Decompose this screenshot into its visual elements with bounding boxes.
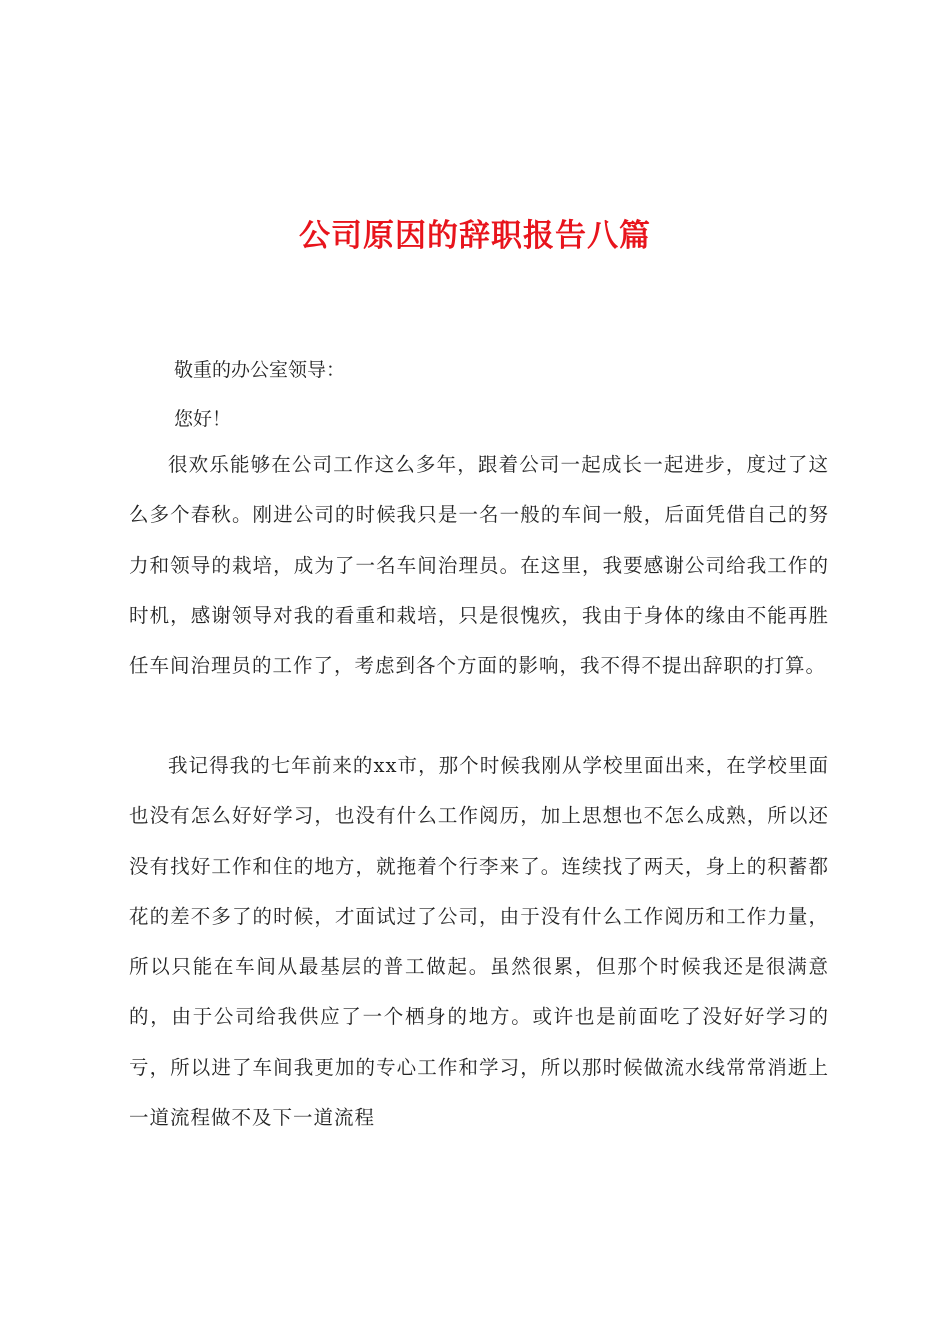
greeting-line: 您好！ — [174, 408, 232, 430]
document-title: 公司原因的辞职报告八篇 — [299, 218, 651, 254]
body-paragraph-1: 很欢乐能够在公司工作这么多年，跟着公司一起成长一起进步，度过了这么多个春秋。刚进公司的时候我只是一名一般的车间一般，后面凭借自己的努力和领导的栽培，成为了一名车间治理员。在这里，我要感谢公司给我工作的时机，感谢领导对我的看重和栽培，只是很愧疚，我由于身体的缘由不能再胜任车间治理员的工作了，考虑到各个方面的影响，我不得不提出辞职的打算。 — [129, 453, 829, 678]
salutation-line: 敬重的办公室领导： — [174, 359, 346, 381]
body-paragraph-2: 我记得我的七年前来的xx市，那个时候我刚从学校里面出来，在学校里面也没有怎么好好学习，也没有什么工作阅历，加上思想也不怎么成熟，所以还没有找好工作和住的地方，就拖着个行李来了。连续找了两天，身上的积蓄都花的差不多了的时候，才面试过了公司，由于没有什么工作阅历和工作力量，所以只能在车间从最基层的普工做起。虽然很累，但那个时候我还是很满意的，由于公司给我供应了一个栖身的地方。或许也是前面吃了没好好学习的亏，所以进了车间我更加的专心工作和学习，所以那时候做流水线常常消逝上一道流程做不及下一道流程 — [129, 754, 829, 1130]
